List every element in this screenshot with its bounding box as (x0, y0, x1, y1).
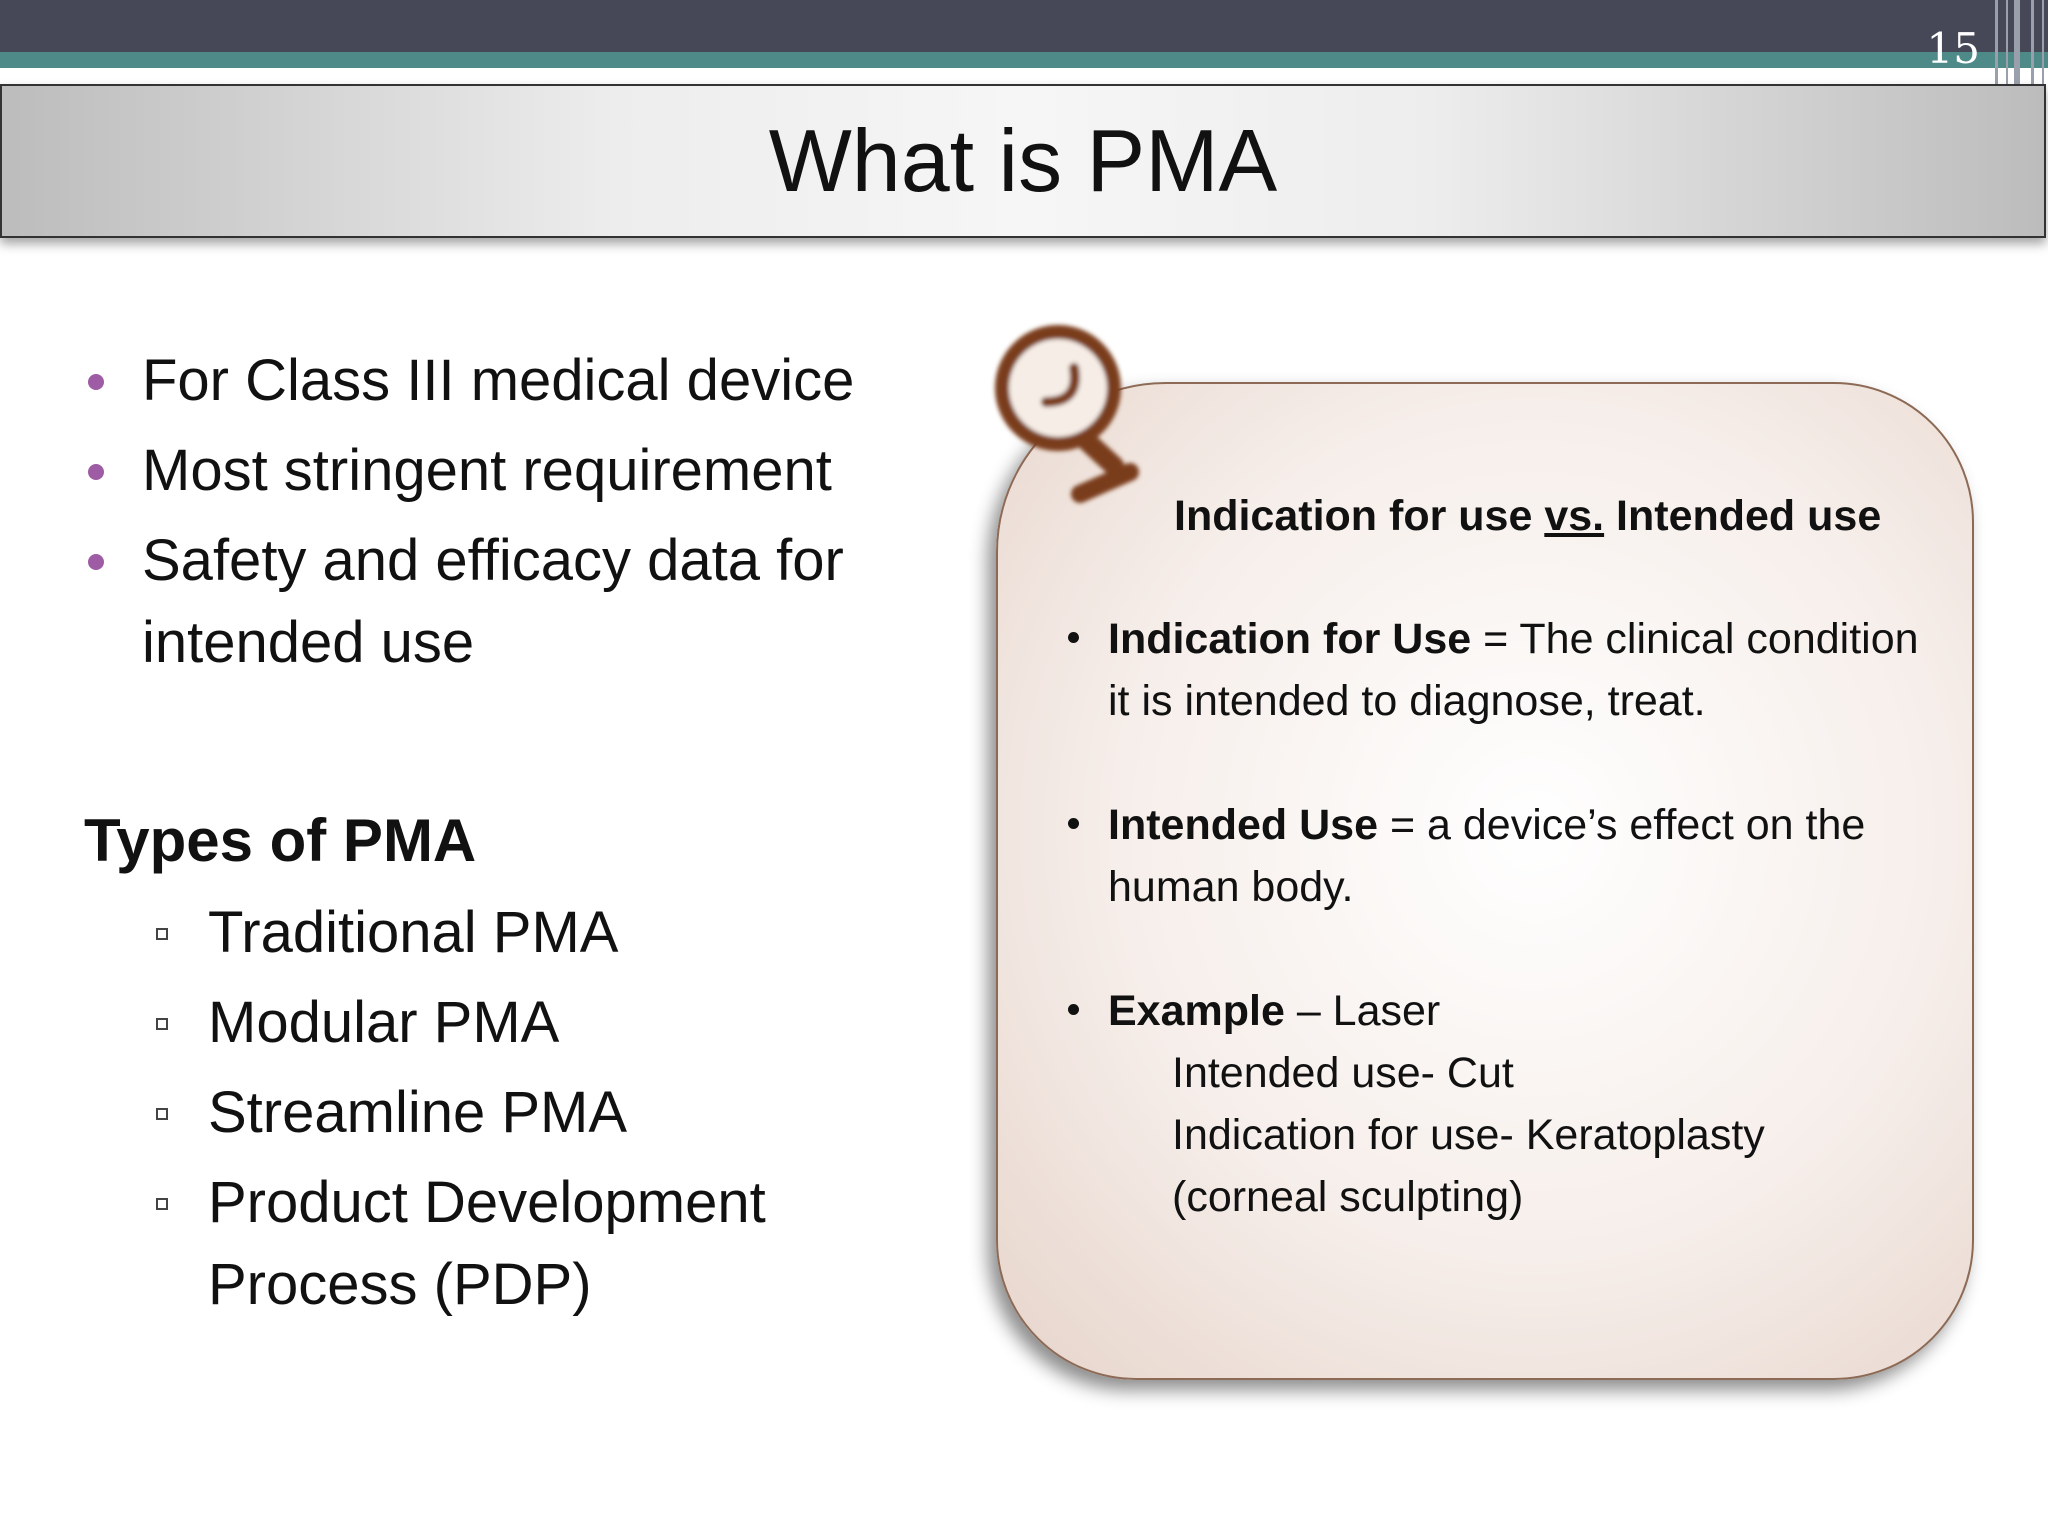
example-line: (corneal sculpting) (1172, 1173, 1524, 1221)
list-item-text: Modular PMA (208, 990, 560, 1055)
top-bar (0, 0, 2048, 68)
card-bullet-item (1060, 608, 1940, 732)
card-bullet-text: – Laser (1284, 987, 1441, 1035)
example-line: Indication for use- Keratoplasty (1172, 1111, 1765, 1159)
square-bullet-icon (156, 1018, 168, 1030)
example-line: Intended use- Cut (1172, 1049, 1514, 1097)
card-title-part2: Intended use (1604, 492, 1882, 540)
list-item (150, 892, 950, 974)
square-bullet-icon (156, 1108, 168, 1120)
list-item (150, 1162, 950, 1326)
accent-stripe (0, 52, 2048, 68)
list-item-text: Streamline PMA (208, 1080, 628, 1145)
bullet-dot-icon (1068, 632, 1079, 643)
card-title-vs: vs. (1544, 492, 1605, 540)
square-bullet-icon (156, 928, 168, 940)
types-heading: Types of PMA (84, 807, 477, 874)
card-bullet-text: = The clinical condition it is intended to diagnose, treat. (1108, 615, 1919, 725)
card-bullet-term: Example (1108, 987, 1285, 1035)
card-bullet-term: Indication for Use (1108, 615, 1472, 663)
list-item-text: Traditional PMA (208, 900, 619, 965)
bullet-item (84, 430, 944, 512)
types-list (150, 892, 950, 1334)
bullet-dot-icon (88, 374, 104, 390)
bullet-item (84, 340, 944, 422)
bullet-dot-icon (88, 554, 104, 570)
bullet-text: Safety and efficacy data for intended use (142, 528, 844, 675)
card-title-part1: Indication for use (1174, 492, 1545, 540)
magnifier-icon (976, 316, 1176, 516)
card-title (1174, 488, 1881, 544)
bullet-dot-icon (88, 464, 104, 480)
list-item-text: Product Development Process (PDP) (208, 1170, 766, 1317)
bullet-dot-icon (1068, 1004, 1079, 1015)
card-bullet-item (1060, 794, 1940, 918)
square-bullet-icon (156, 1198, 168, 1210)
card-bullet-text: = a device’s effect on the human body. (1108, 801, 1866, 911)
title-bar (0, 84, 2046, 238)
bullet-item (84, 520, 944, 684)
slide-title: What is PMA (768, 111, 1278, 210)
slide-number: 15 (1926, 24, 1980, 73)
decorative-lines (1988, 0, 2048, 86)
card-bullet-list (1060, 608, 1940, 1290)
main-bullet-list (84, 340, 944, 692)
list-item (150, 1072, 950, 1154)
list-item (150, 982, 950, 1064)
bullet-dot-icon (1068, 818, 1079, 829)
bullet-text: For Class III medical device (142, 348, 855, 413)
card-bullet-term: Intended Use (1108, 801, 1378, 849)
card-bullet-item (1060, 980, 1940, 1228)
bullet-text: Most stringent requirement (142, 438, 832, 503)
